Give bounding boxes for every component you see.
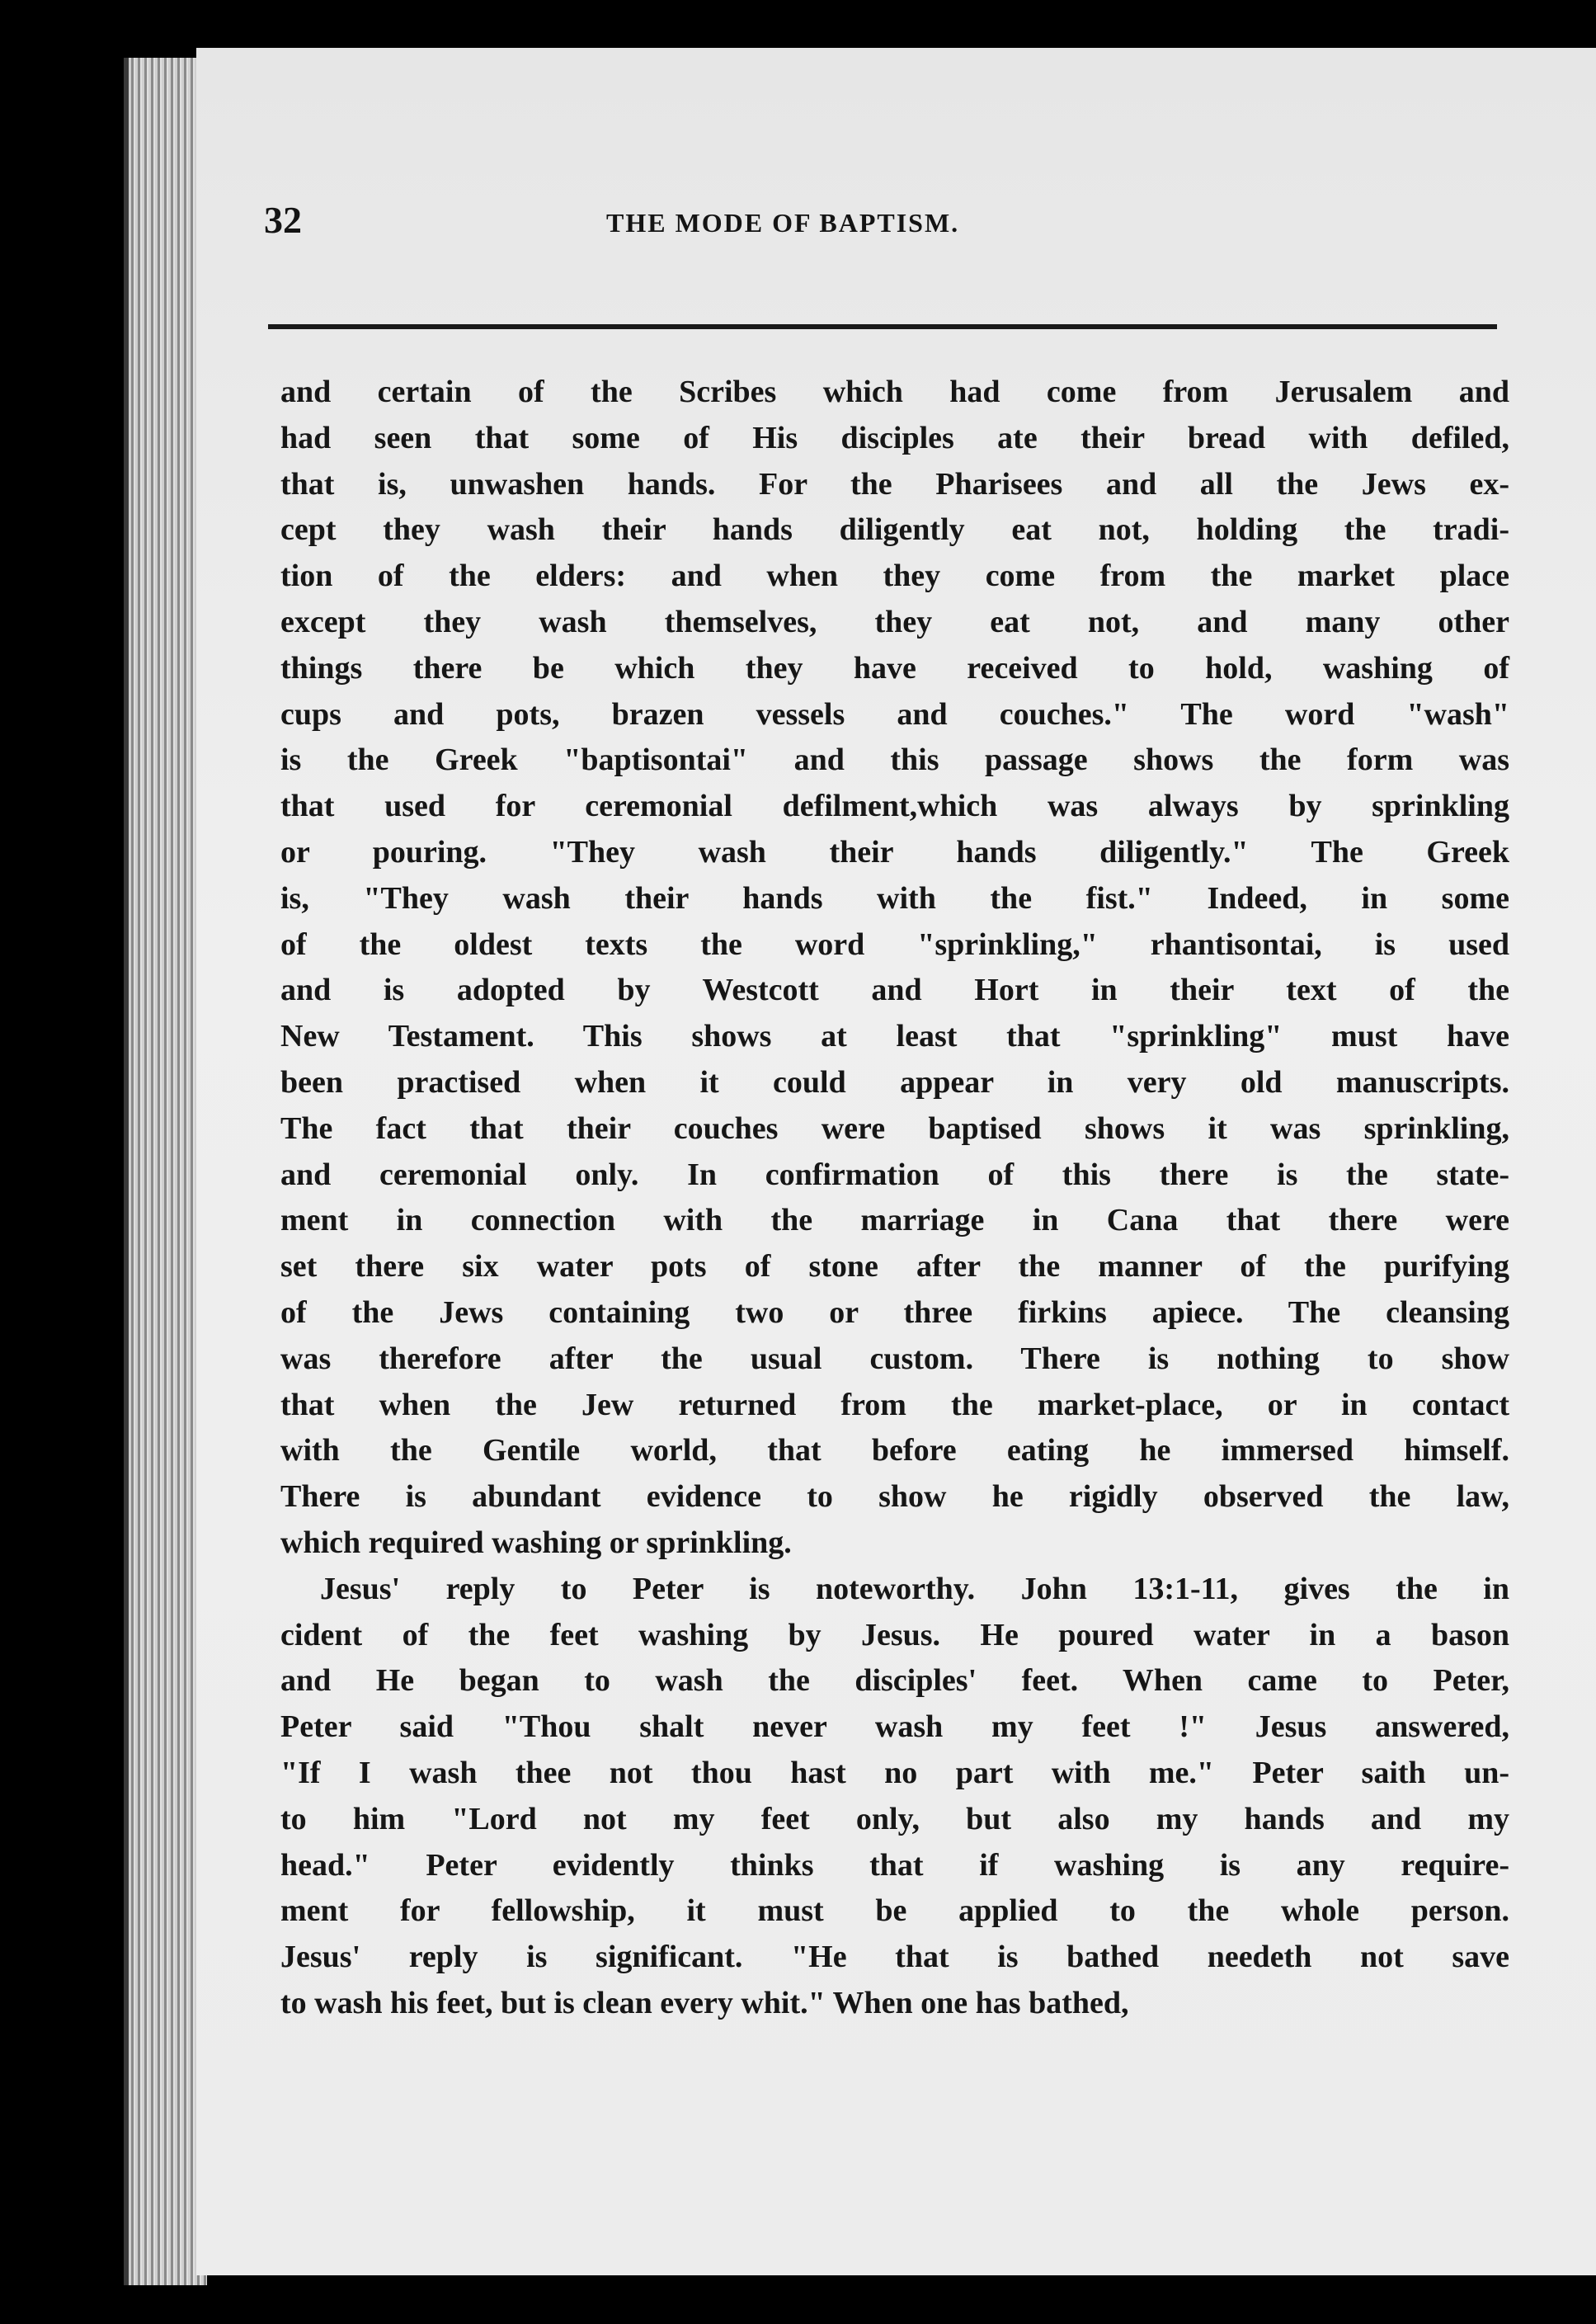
text-line: to wash his feet, but is clean every whit." When one has bathed,: [280, 1985, 1129, 2020]
text-line: and certain of the Scribes which had come from Jerusalem and: [280, 375, 1509, 409]
text-line: "If I wash thee not thou hast no part with me." Peter saith un-: [280, 1755, 1509, 1790]
text-line: that is, unwashen hands. For the Pharisees and all the Jews ex-: [280, 466, 1509, 502]
text-line: and ceremonial only. In confirmation of this there is the state-: [280, 1157, 1509, 1192]
text-line: and He began to wash the disciples' feet. When came to Peter,: [280, 1663, 1509, 1699]
text-line: The fact that their couches were baptised shows it was sprinkling,: [280, 1110, 1509, 1146]
text-line: set there six water pots of stone after the manner of the purifying: [280, 1249, 1509, 1285]
text-line: is, "They wash their hands with the fist." Indeed, in some: [280, 880, 1509, 916]
text-line: Jesus' reply is significant. "He that is bathed needeth not save: [280, 1940, 1509, 1975]
text-line: Peter said "Thou shalt never wash my feet !" Jesus answered,: [280, 1709, 1509, 1745]
text-line: except they wash themselves, they eat not, and many other: [280, 604, 1509, 639]
page-number: 32: [264, 199, 302, 241]
text-line: was therefore after the usual custom. There is nothing to show: [280, 1341, 1509, 1376]
text-line: There is abundant evidence to show he rigidly observed the law,: [280, 1479, 1509, 1515]
text-line: that used for ceremonial defilment,which was always by sprinkling: [280, 789, 1509, 824]
text-line: with the Gentile world, that before eating he immersed himself.: [280, 1433, 1509, 1468]
running-title: THE MODE OF BAPTISM.: [606, 208, 960, 238]
text-line: that when the Jew returned from the market-place, or in contact: [280, 1387, 1509, 1422]
text-line: been practised when it could appear in very old manuscripts.: [280, 1064, 1509, 1100]
paragraph-2: [280, 1567, 1509, 2027]
text-line: or pouring. "They wash their hands diligently." The Greek: [280, 834, 1509, 870]
text-line: is the Greek "baptisontai" and this passage shows the form was: [280, 742, 1509, 778]
text-line: New Testament. This shows at least that "sprinkling" must have: [280, 1019, 1509, 1054]
text-line: ment in connection with the marriage in Cana that there were: [280, 1203, 1509, 1238]
text-line: and is adopted by Westcott and Hort in their text of the: [280, 973, 1509, 1008]
text-line: to him "Lord not my feet only, but also my hands and my: [280, 1801, 1509, 1836]
body-text: [280, 370, 1509, 2027]
text-line: Jesus' reply to Peter is noteworthy. John 13:1-11, gives the in: [320, 1571, 1509, 1606]
text-line: cups and pots, brazen vessels and couches." The word "wash": [280, 696, 1509, 732]
text-line: head." Peter evidently thinks that if washing is any require-: [280, 1847, 1509, 1883]
text-line: cept they wash their hands diligently eat not, holding the tradi-: [280, 512, 1509, 548]
text-line: things there be which they have received to hold, washing of: [280, 650, 1509, 686]
paragraph-1: [280, 370, 1509, 1567]
header-rule: [268, 324, 1497, 329]
text-line: had seen that some of His disciples ate their bread with defiled,: [280, 420, 1509, 455]
text-line: of the oldest texts the word "sprinkling," rhantisontai, is used: [280, 926, 1509, 962]
text-line: cident of the feet washing by Jesus. He poured water in a bason: [280, 1617, 1509, 1652]
text-line: of the Jews containing two or three firkins apiece. The cleansing: [280, 1294, 1509, 1330]
page-edge-stack: [124, 58, 207, 2285]
text-line: tion of the elders: and when they come from the market place: [280, 559, 1509, 594]
text-line: which required washing or sprinkling.: [280, 1525, 792, 1560]
text-line: ment for fellowship, it must be applied to the whole person.: [280, 1893, 1509, 1929]
